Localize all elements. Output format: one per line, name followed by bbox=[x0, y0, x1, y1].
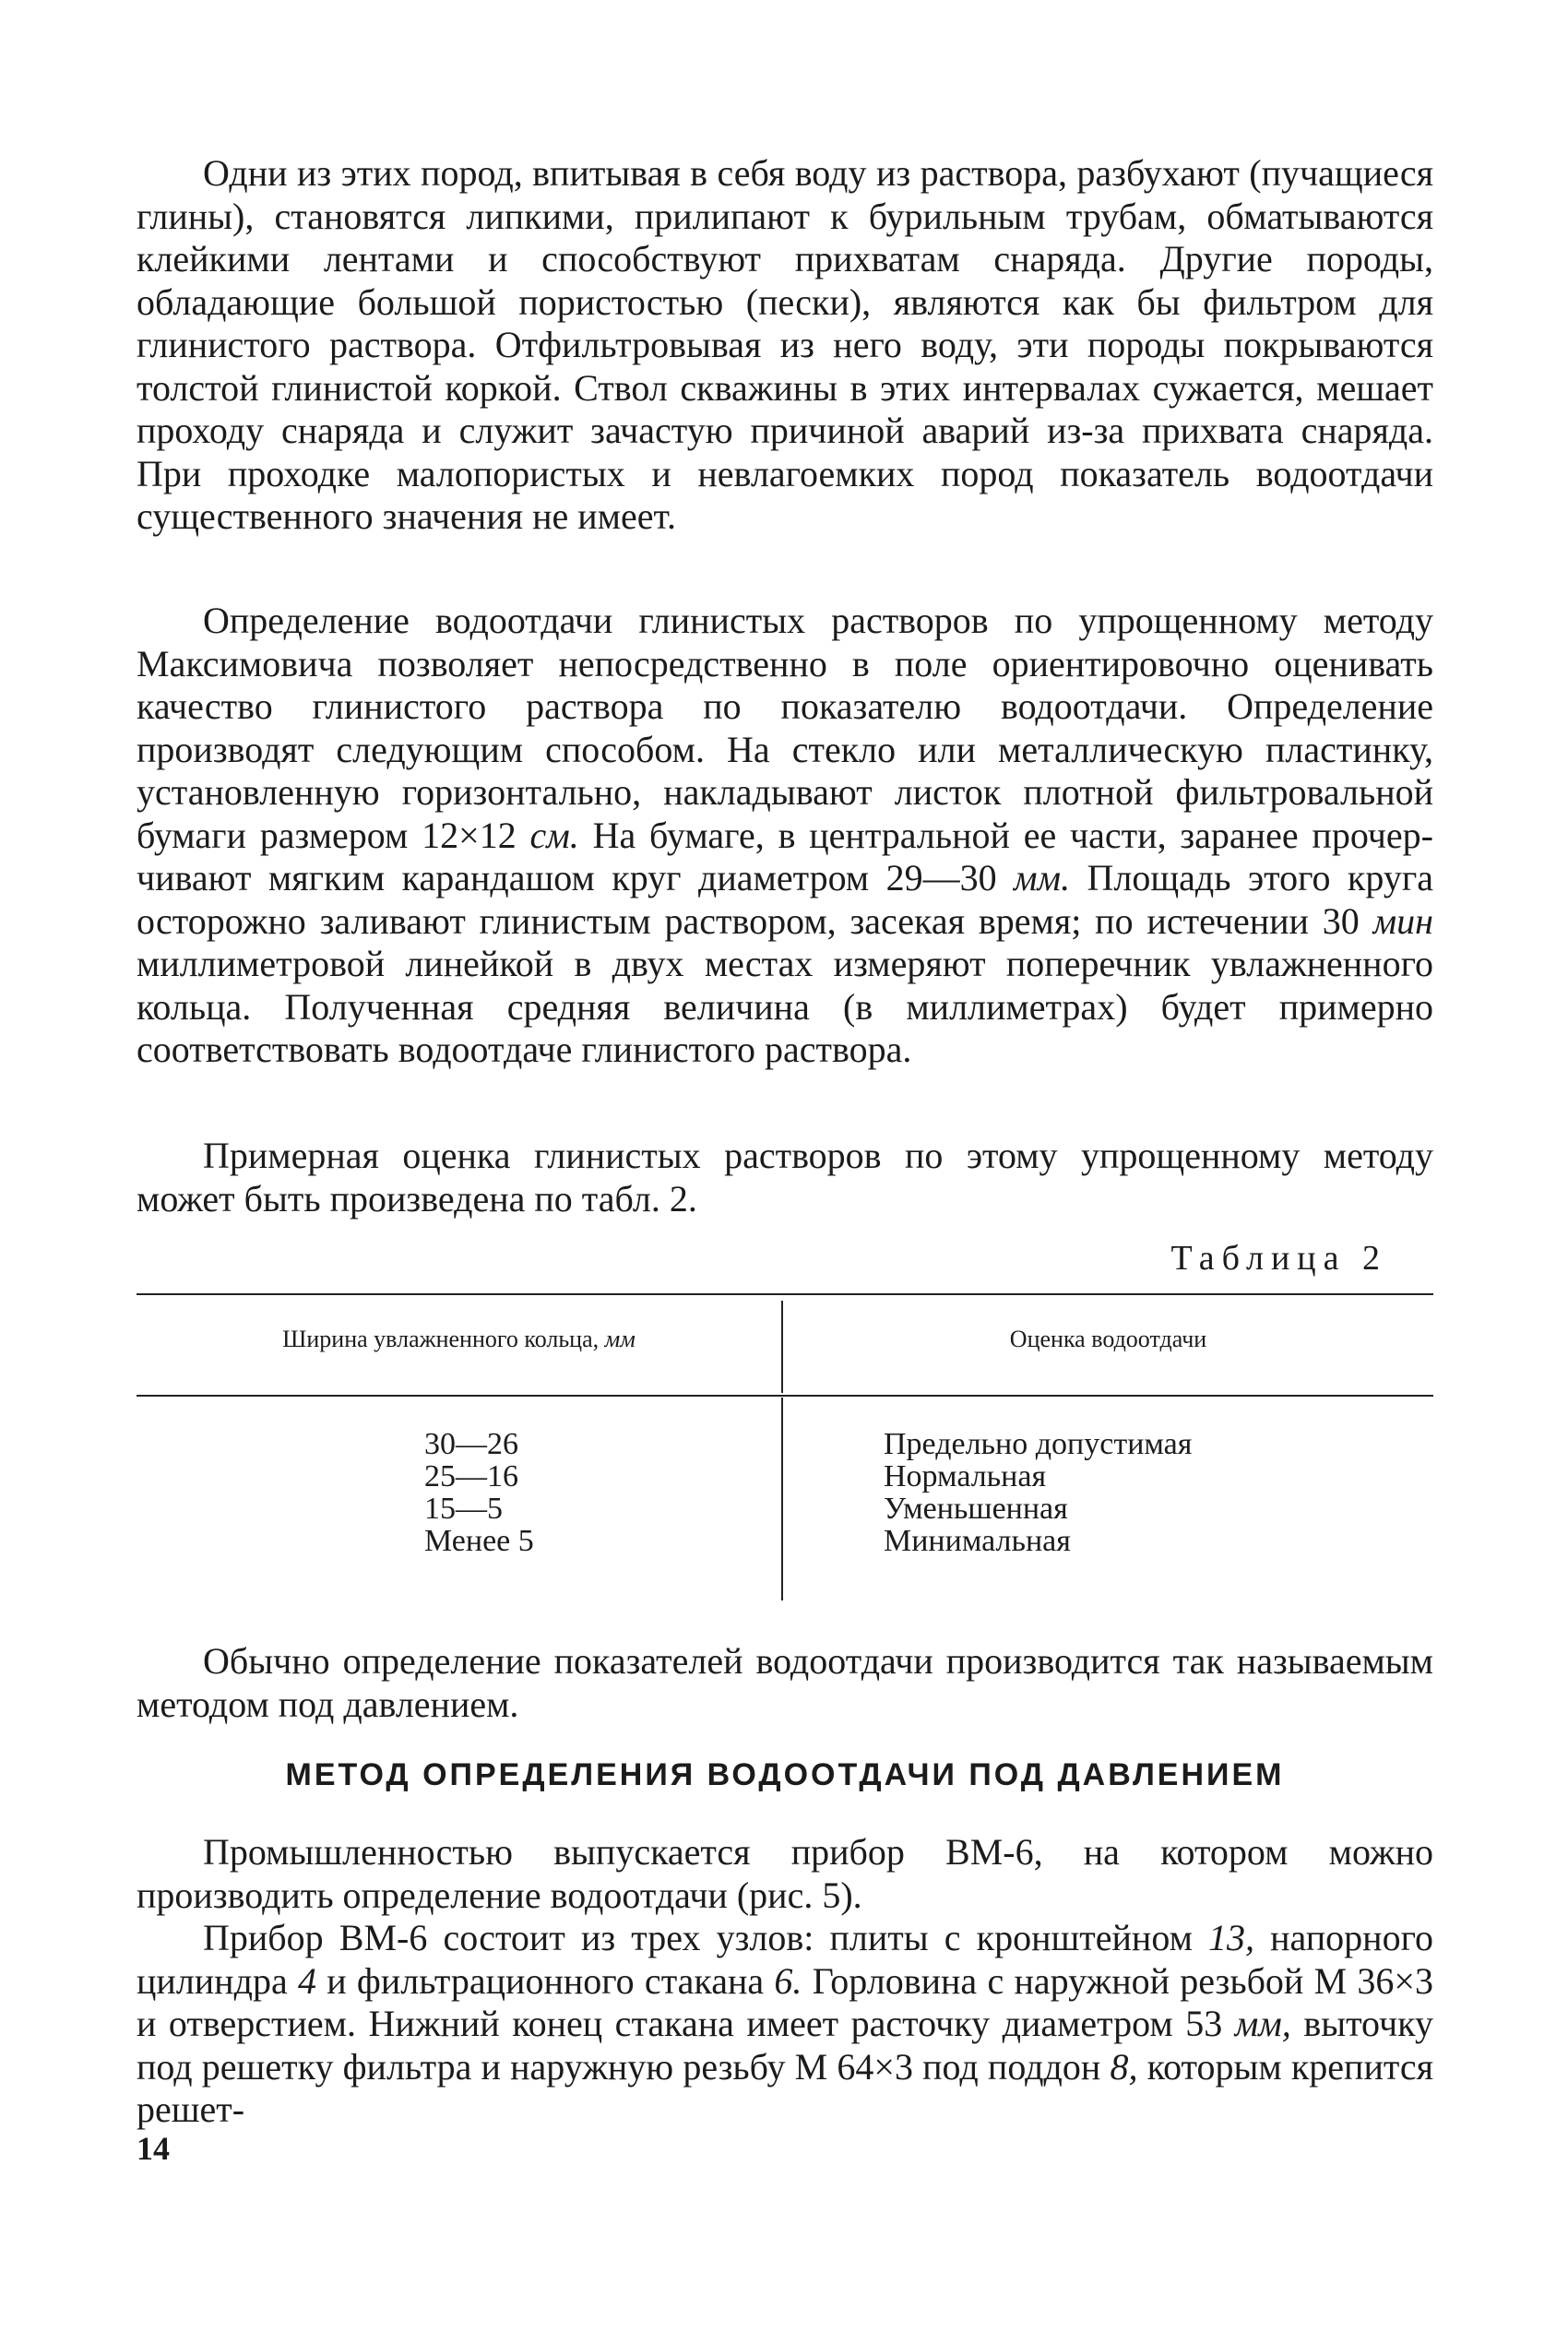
table-cell: Уменьшенная bbox=[884, 1492, 1068, 1526]
text-run: На бумаге, в центральной ее части, заранее прочерчивают мягким карандашом круг диаметром 29—30 bbox=[137, 814, 1433, 898]
unit-cm: см. bbox=[529, 814, 579, 856]
paragraph-text: Примерная оценка глинистых растворов по этому упрощенному методу может быть произведена по табл. 2. bbox=[137, 1135, 1433, 1220]
paragraph-table-reference bbox=[137, 1135, 1433, 1220]
table-cell: 30—26 bbox=[424, 1427, 518, 1461]
table-column-width bbox=[424, 1428, 534, 1557]
table-column-rating bbox=[884, 1428, 1192, 1557]
unit-mm: мм, bbox=[1234, 2003, 1291, 2044]
text-run: Площадь этого круга осторожно заливают глинистым раствором, засекая время; по истечении 30 bbox=[137, 857, 1434, 942]
table-body-divider bbox=[781, 1398, 783, 1600]
table-caption: Таблица 2 bbox=[1170, 1239, 1387, 1278]
table-cell: 15—5 bbox=[424, 1492, 503, 1526]
table-cell: Предельно допустимая bbox=[884, 1427, 1193, 1461]
unit-min: мин bbox=[1372, 899, 1433, 942]
paragraph-text: Одни из этих пород, впитывая в себя воду из раствора, разбухают (пучащиеся глины), становятся липкими, прилипают к бурильным трубам, обматываются клейкими лентами и способствуют прихватам снаряда. Другие породы, обладающие большой пористостью (пески), являются как бы фильтром для глинистого раствора. Отфильтровывая из него воду, эти породы покрываются толстой глинистой коркой. Ствол скважины в этих интервалах сужается, мешает проходу снаряда и служит зачастую причиной аварий из-за прихвата снаряда. При проходке малопористых и невлагоемких пород показатель водоотдачи существенного значения не имеет. bbox=[137, 152, 1433, 537]
ref-number: 4 bbox=[297, 1959, 316, 2002]
text-run: миллиметровой линейкой в двух местах измеряют поперечник увлажненного кольца. Полученная средняя величина (в миллиметрах) будет примерно соответствовать водоотдаче глинистого раствора. bbox=[137, 943, 1433, 1070]
paragraph-text: Обычно определение показателей водоотдачи производится так называемым методом под давлением. bbox=[137, 1640, 1433, 1725]
text-run: Горловина с наружной резьбой М 36×3 и отверстием. Нижний конец стакана имеет расточку диаметром 53 bbox=[137, 1959, 1433, 2044]
ref-number: 13, bbox=[1208, 1917, 1255, 1958]
page-number: 14 bbox=[137, 2130, 170, 2167]
table-cell: 25—16 bbox=[424, 1459, 518, 1493]
table-top-rule bbox=[137, 1293, 1433, 1295]
unit-mm: мм. bbox=[1014, 857, 1071, 898]
table-cell: Минимальная bbox=[884, 1524, 1071, 1558]
paragraph-clay-swelling bbox=[137, 152, 1433, 539]
header-unit: мм bbox=[604, 1326, 636, 1352]
header-text: Ширина увлажненного кольца, bbox=[282, 1326, 605, 1352]
text-run: которым крепится решет- bbox=[137, 2045, 1433, 2130]
ref-number: 8, bbox=[1110, 2045, 1138, 2088]
text-run: выточку под решетку фильтра и наружную резьбу М 64×3 под поддон bbox=[137, 2003, 1433, 2088]
paragraph-maksimovich-method bbox=[137, 600, 1433, 1072]
table-cell: Менее 5 bbox=[424, 1524, 534, 1558]
text-run: Прибор ВМ-6 состоит из трех узлов: плиты с кронштейном bbox=[203, 1917, 1209, 1958]
section-heading: МЕТОД ОПРЕДЕЛЕНИЯ ВОДООТДАЧИ ПОД ДАВЛЕНИЕМ bbox=[285, 1757, 1285, 1792]
paragraph-text: Промышленностью выпускается прибор ВМ-6, на котором можно производить определение водоотдачи (рис. 5). bbox=[137, 1831, 1433, 1916]
paragraph-text bbox=[137, 600, 1433, 1072]
table-header-width bbox=[137, 1321, 781, 1358]
table-header-rule bbox=[137, 1395, 1433, 1397]
text-run: и фильтрационного стакана bbox=[315, 1959, 775, 2002]
paragraph-pressure-intro bbox=[137, 1640, 1433, 1726]
paragraph-device-description bbox=[137, 1831, 1433, 2132]
text-run: Определение водоотдачи глинистых растворов по упрощенному методу Максимовича позволяет непосредственно в поле ориентировочно оценивать качество глинистого раствора по показателю водоотдачи. Определение производят следующим способом. На стекло или металлическую пластинку, установленную горизонтально, накладывают листок плотной фильтровальной бумаги размером 12×12 bbox=[137, 600, 1433, 856]
table-cell: Нормальная bbox=[884, 1459, 1047, 1493]
paragraph-text bbox=[137, 1917, 1433, 2132]
text-run: напорного цилиндра bbox=[137, 1917, 1434, 2002]
table-header-rating: Оценка водоотдачи bbox=[1009, 1326, 1207, 1352]
ref-number: 6. bbox=[774, 1959, 802, 2002]
